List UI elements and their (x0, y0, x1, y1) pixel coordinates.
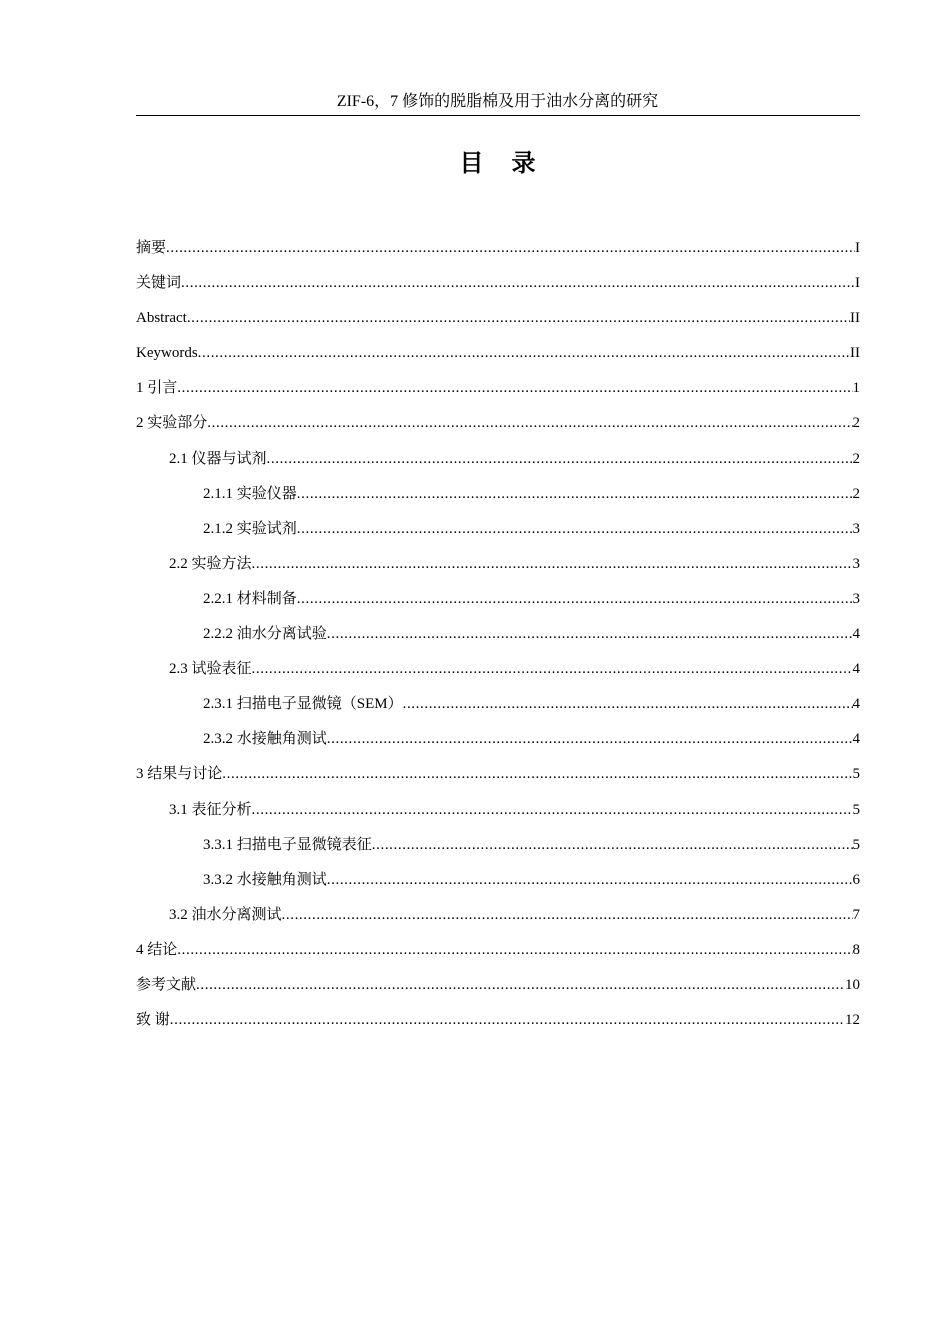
toc-entry-label: 3.3.2 水接触角测试 (203, 871, 327, 888)
toc-entry[interactable] (136, 412, 860, 447)
toc-entry[interactable] (136, 693, 860, 728)
toc-entry-page-number: 1 (852, 380, 860, 397)
toc-dot-leader (222, 763, 852, 785)
toc-entry[interactable] (136, 974, 860, 1009)
toc-dot-leader (327, 623, 853, 645)
toc-entry-page-number: II (850, 345, 860, 362)
toc-dot-leader (267, 448, 853, 470)
toc-entry-page-number: 4 (852, 661, 860, 678)
toc-entry[interactable] (136, 483, 860, 518)
toc-dot-leader (372, 834, 853, 856)
toc-entry-label: 2.1.2 实验试剂 (203, 520, 297, 537)
toc-entry-page-number: II (850, 310, 860, 327)
toc-entry-page-number: 2 (852, 485, 860, 502)
toc-entry[interactable] (136, 237, 860, 272)
toc-entry-page-number: 5 (852, 801, 860, 818)
toc-entry[interactable] (136, 939, 860, 974)
toc-entry-label: 参考文献 (136, 976, 197, 993)
toc-entry[interactable] (136, 448, 860, 483)
toc-entry-label: 2.2.1 材料制备 (203, 590, 297, 607)
toc-entry[interactable] (136, 307, 860, 342)
toc-entry[interactable] (136, 518, 860, 553)
toc-dot-leader (166, 237, 855, 259)
toc-dot-leader (327, 869, 853, 891)
toc-dot-leader (327, 728, 853, 750)
toc-entry[interactable] (136, 799, 860, 834)
toc-entry-page-number: 5 (852, 836, 860, 853)
toc-entry-label: Abstract (136, 310, 187, 327)
toc-dot-leader (297, 518, 853, 540)
toc-entry-label: 摘要 (136, 240, 167, 256)
toc-entry[interactable] (136, 763, 860, 798)
toc-dot-leader (181, 272, 855, 294)
toc-entry-label: 3.3.1 扫描电子显微镜表征 (203, 836, 372, 853)
toc-entry-page-number: 8 (852, 941, 860, 958)
toc-entry-page-number: 5 (852, 766, 860, 783)
toc-entry[interactable] (136, 1009, 860, 1044)
toc-dot-leader (177, 377, 852, 399)
toc-entry[interactable] (136, 623, 860, 658)
toc-entry-label: 2.3.2 水接触角测试 (203, 731, 327, 748)
toc-entry-label: 2.1.1 实验仪器 (203, 485, 297, 502)
running-header: ZIF-6，7 修饰的脱脂棉及用于油水分离的研究 (336, 93, 659, 110)
toc-entry[interactable] (136, 272, 860, 307)
toc-entry-page-number: 3 (852, 590, 860, 607)
toc-dot-leader (170, 1009, 845, 1031)
toc-entry-label: 4 结论 (136, 941, 178, 958)
toc-dot-leader (297, 483, 853, 505)
toc-entry-page-number: 3 (852, 555, 860, 572)
toc-entry-label: 关键词 (136, 275, 182, 292)
toc-entry-label: 2.2 实验方法 (169, 555, 252, 572)
toc-entry-page-number: I (855, 275, 860, 292)
toc-dot-leader (403, 693, 853, 715)
toc-entry-label: Keywords (136, 345, 198, 362)
toc-entry-label: 2.2.2 油水分离试验 (203, 626, 327, 643)
toc-entry[interactable] (136, 342, 860, 377)
toc-entry[interactable] (136, 834, 860, 869)
toc-dot-leader (177, 939, 852, 961)
toc-entry[interactable] (136, 377, 860, 412)
toc-entry-page-number: 2 (852, 450, 860, 467)
toc-dot-leader (252, 658, 853, 680)
toc-dot-leader (207, 412, 852, 434)
toc-entry-label: 2.1 仪器与试剂 (169, 450, 267, 467)
toc-entry-label: 2.3 试验表征 (169, 661, 252, 678)
toc-entry[interactable] (136, 588, 860, 623)
toc-entry-label: 3 结果与讨论 (136, 766, 223, 783)
toc-entry-page-number: 12 (845, 1012, 860, 1029)
toc-entry-page-number: 4 (852, 731, 860, 748)
toc-entry-label: 3.2 油水分离测试 (169, 906, 282, 923)
toc-entry[interactable] (136, 904, 860, 939)
toc-dot-leader (252, 553, 853, 575)
toc-dot-leader (198, 342, 850, 364)
toc-dot-leader (252, 799, 853, 821)
toc-title: 目录 (459, 149, 564, 177)
toc-entry-page-number: 4 (852, 626, 860, 643)
toc-entry[interactable] (136, 728, 860, 763)
toc-entry[interactable] (136, 553, 860, 588)
toc-entry-page-number: 6 (852, 871, 860, 888)
toc-dot-leader (196, 974, 845, 996)
toc-entry-page-number: 4 (852, 696, 860, 713)
toc-dot-leader (297, 588, 853, 610)
toc-dot-leader (187, 307, 850, 329)
toc-entry-label: 2 实验部分 (136, 415, 208, 432)
toc-entry[interactable] (136, 869, 860, 904)
toc-entry-label: 1 引言 (136, 380, 178, 397)
header-rule (136, 115, 860, 116)
toc-entry-label: 致 谢 (136, 1012, 170, 1029)
toc-dot-leader (282, 904, 853, 926)
toc-entry-label: 2.3.1 扫描电子显微镜（SEM） (203, 696, 403, 713)
toc-entry-label: 3.1 表征分析 (169, 801, 252, 818)
toc-entry-page-number: 7 (852, 906, 860, 923)
toc-entry-page-number: 2 (852, 415, 860, 432)
toc-entry[interactable] (136, 658, 860, 693)
toc-entry-page-number: I (855, 240, 860, 256)
toc-entry-page-number: 10 (845, 976, 860, 993)
table-of-contents (136, 237, 860, 1044)
toc-entry-page-number: 3 (852, 520, 860, 537)
